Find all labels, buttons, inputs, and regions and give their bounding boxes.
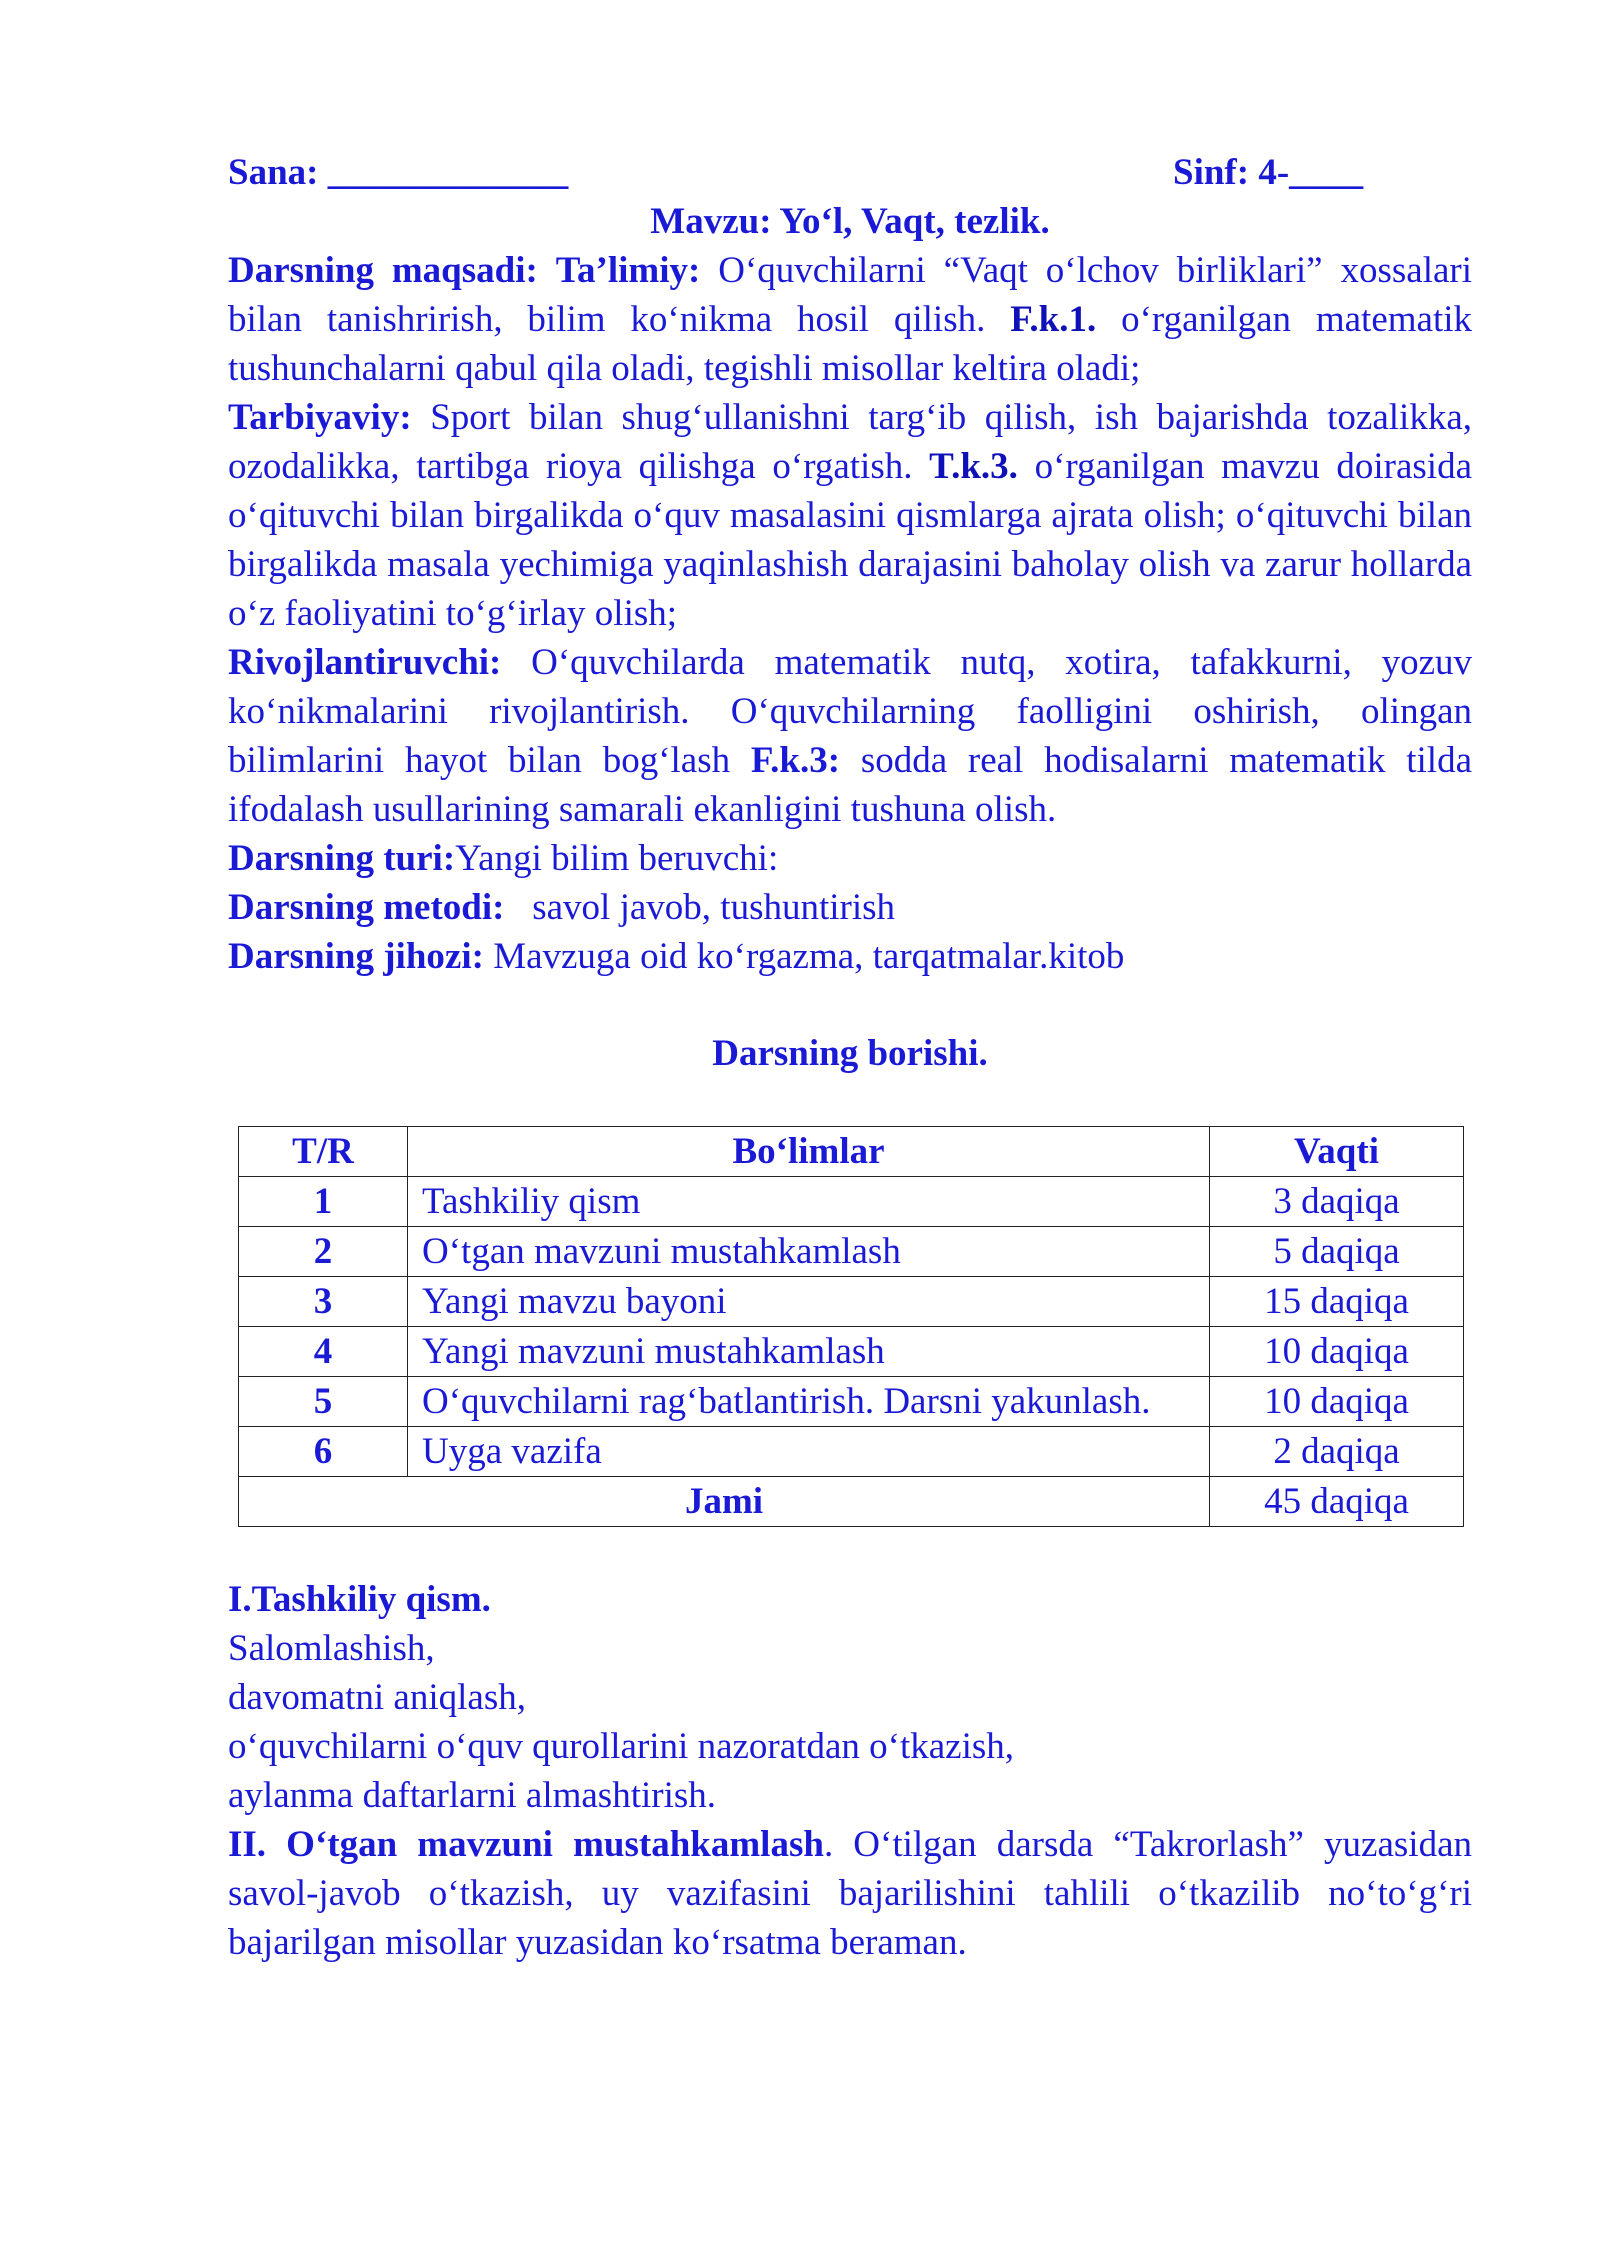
- row-number: 3: [239, 1277, 408, 1327]
- section2-title: II. O‘tgan mavzuni mustahkamlash: [228, 1824, 824, 1865]
- row-section: O‘quvchilarni rag‘batlantirish. Darsni yakunlash.: [408, 1377, 1210, 1427]
- tk3-text: o‘rganilgan mavzu doirasida o‘qituvchi bilan birgalikda o‘quv masalasini qismlarga ajrata olish; o‘qituvchi bilan birgalikda masala yechimiga yaqinlashish darajasini baholay olish va zarur hollarda o‘z faoliyatini to‘g‘irlay olish;: [228, 446, 1472, 634]
- row-time: 15 daqiqa: [1210, 1277, 1464, 1327]
- rivoj-text: O‘quvchilarda matematik nutq, xotira, tafakkurni, yozuv ko‘nikmalarini rivojlantirish. O‘quvchilarning faolligini oshirish, olingan bilimlarini hayot bilan bog‘lash: [228, 642, 1472, 781]
- tarbiyaviy-text: Sport bilan shug‘ullanishni targ‘ib qilish, ish bajarishda tozalikka, ozodalikka, tartibga rioya qilishga o‘rgatish.: [228, 397, 1472, 487]
- sana-label: Sana:: [228, 152, 319, 193]
- row-number: 5: [239, 1377, 408, 1427]
- turi-line: [228, 834, 1472, 883]
- spacer: [228, 981, 1472, 1029]
- row-number: 2: [239, 1227, 408, 1277]
- lesson-steps-table: [238, 1126, 1464, 1527]
- row-time: 2 daqiqa: [1210, 1427, 1464, 1477]
- section1-line: o‘quvchilarni o‘quv qurollarini nazoratdan o‘tkazish,: [228, 1726, 1014, 1767]
- row-section: Yangi mavzuni mustahkamlash: [408, 1327, 1210, 1377]
- jihozi-line: [228, 932, 1472, 981]
- fk1-text: o‘rganilgan matematik tushunchalarni qabul qila oladi, tegishli misollar keltira oladi;: [228, 299, 1473, 389]
- header-cell-tr: T/R: [239, 1127, 408, 1177]
- total-time: 45 daqiqa: [1210, 1477, 1464, 1527]
- table-row: [239, 1227, 1464, 1277]
- row-section: Uyga vazifa: [408, 1427, 1210, 1477]
- row-section: Tashkiliy qism: [408, 1177, 1210, 1227]
- section2-text: . O‘tilgan darsda “Takrorlash” yuzasidan savol-javob o‘tkazish, uy vazifasini bajarilishini tahlili o‘tkazilib no‘to‘g‘ri bajarilgan misollar yuzasidan ko‘rsatma beraman.: [228, 1824, 1472, 1963]
- section1-line: Salomlashish,: [228, 1628, 435, 1669]
- talimiy-text: O‘quvchilarni “Vaqt o‘lchov birliklari” xossalari bilan tanishrirish, bilim ko‘nikma hosil qilish.: [228, 250, 1472, 340]
- section1-title: I.Tashkiliy qism.: [228, 1579, 491, 1620]
- row-time: 5 daqiqa: [1210, 1227, 1464, 1277]
- section2-paragraph: [228, 1820, 1472, 1967]
- turi-label: Darsning turi:: [228, 838, 456, 879]
- row-time: 10 daqiqa: [1210, 1327, 1464, 1377]
- mavzu-title: Mavzu: Yo‘l, Vaqt, tezlik.: [650, 201, 1050, 242]
- turi-text: Yangi bilim beruvchi:: [455, 838, 779, 879]
- talimiy-label: Ta’limiy:: [555, 250, 701, 291]
- metodi-text: savol javob, tushuntirish: [532, 887, 896, 928]
- section1-line: aylanma daftarlarni almashtirish.: [228, 1775, 717, 1816]
- table-header-row: [239, 1127, 1464, 1177]
- sinf-label: Sinf: 4-: [1173, 152, 1290, 193]
- jihozi-label: Darsning jihozi:: [228, 936, 484, 977]
- sinf-blank: ____: [1289, 152, 1364, 193]
- tarbiyaviy-paragraph: [228, 393, 1472, 638]
- fk3-label: F.k.3:: [750, 740, 841, 781]
- row-number: 4: [239, 1327, 408, 1377]
- table-row: [239, 1327, 1464, 1377]
- metodi-label: Darsning metodi:: [228, 887, 505, 928]
- sana-field: [228, 148, 568, 197]
- table-row: [239, 1427, 1464, 1477]
- fk1-label: F.k.1.: [1010, 299, 1097, 340]
- table-row: [239, 1377, 1464, 1427]
- maqsad-label: Darsning maqsadi:: [228, 250, 538, 291]
- row-number: 1: [239, 1177, 408, 1227]
- row-number: 6: [239, 1427, 408, 1477]
- tk3-label: T.k.3.: [929, 446, 1018, 487]
- rivoj-paragraph: [228, 638, 1472, 834]
- section1-line: davomatni aniqlash,: [228, 1677, 526, 1718]
- header-cell-sections: Bo‘limlar: [408, 1127, 1210, 1177]
- table-row: [239, 1277, 1464, 1327]
- rivoj-label: Rivojlantiruvchi:: [228, 642, 502, 683]
- borishi-title: Darsning borishi.: [712, 1033, 988, 1074]
- row-time: 10 daqiqa: [1210, 1377, 1464, 1427]
- table-total-row: [239, 1477, 1464, 1527]
- fk3-text: sodda real hodisalarni matematik tilda ifodalash usullarining samarali ekanligini tushuna olish.: [228, 740, 1473, 830]
- tarbiyaviy-label: Tarbiyaviy:: [228, 397, 412, 438]
- objectives-paragraph: [228, 246, 1472, 393]
- sana-blank: _____________: [327, 152, 569, 193]
- lesson-plan-page: [228, 148, 1472, 1967]
- spacer: [228, 1527, 1472, 1575]
- spacer: [228, 1078, 1472, 1126]
- metodi-line: [228, 883, 1472, 932]
- jihozi-text: Mavzuga oid ko‘rgazma, tarqatmalar.kitob: [493, 936, 1125, 977]
- row-time: 3 daqiqa: [1210, 1177, 1464, 1227]
- total-label: Jami: [239, 1477, 1210, 1527]
- table-row: [239, 1177, 1464, 1227]
- row-section: Yangi mavzu bayoni: [408, 1277, 1210, 1327]
- sinf-field: [1173, 148, 1363, 197]
- header-line: [228, 148, 1472, 197]
- header-cell-time: Vaqti: [1210, 1127, 1464, 1177]
- row-section: O‘tgan mavzuni mustahkamlash: [408, 1227, 1210, 1277]
